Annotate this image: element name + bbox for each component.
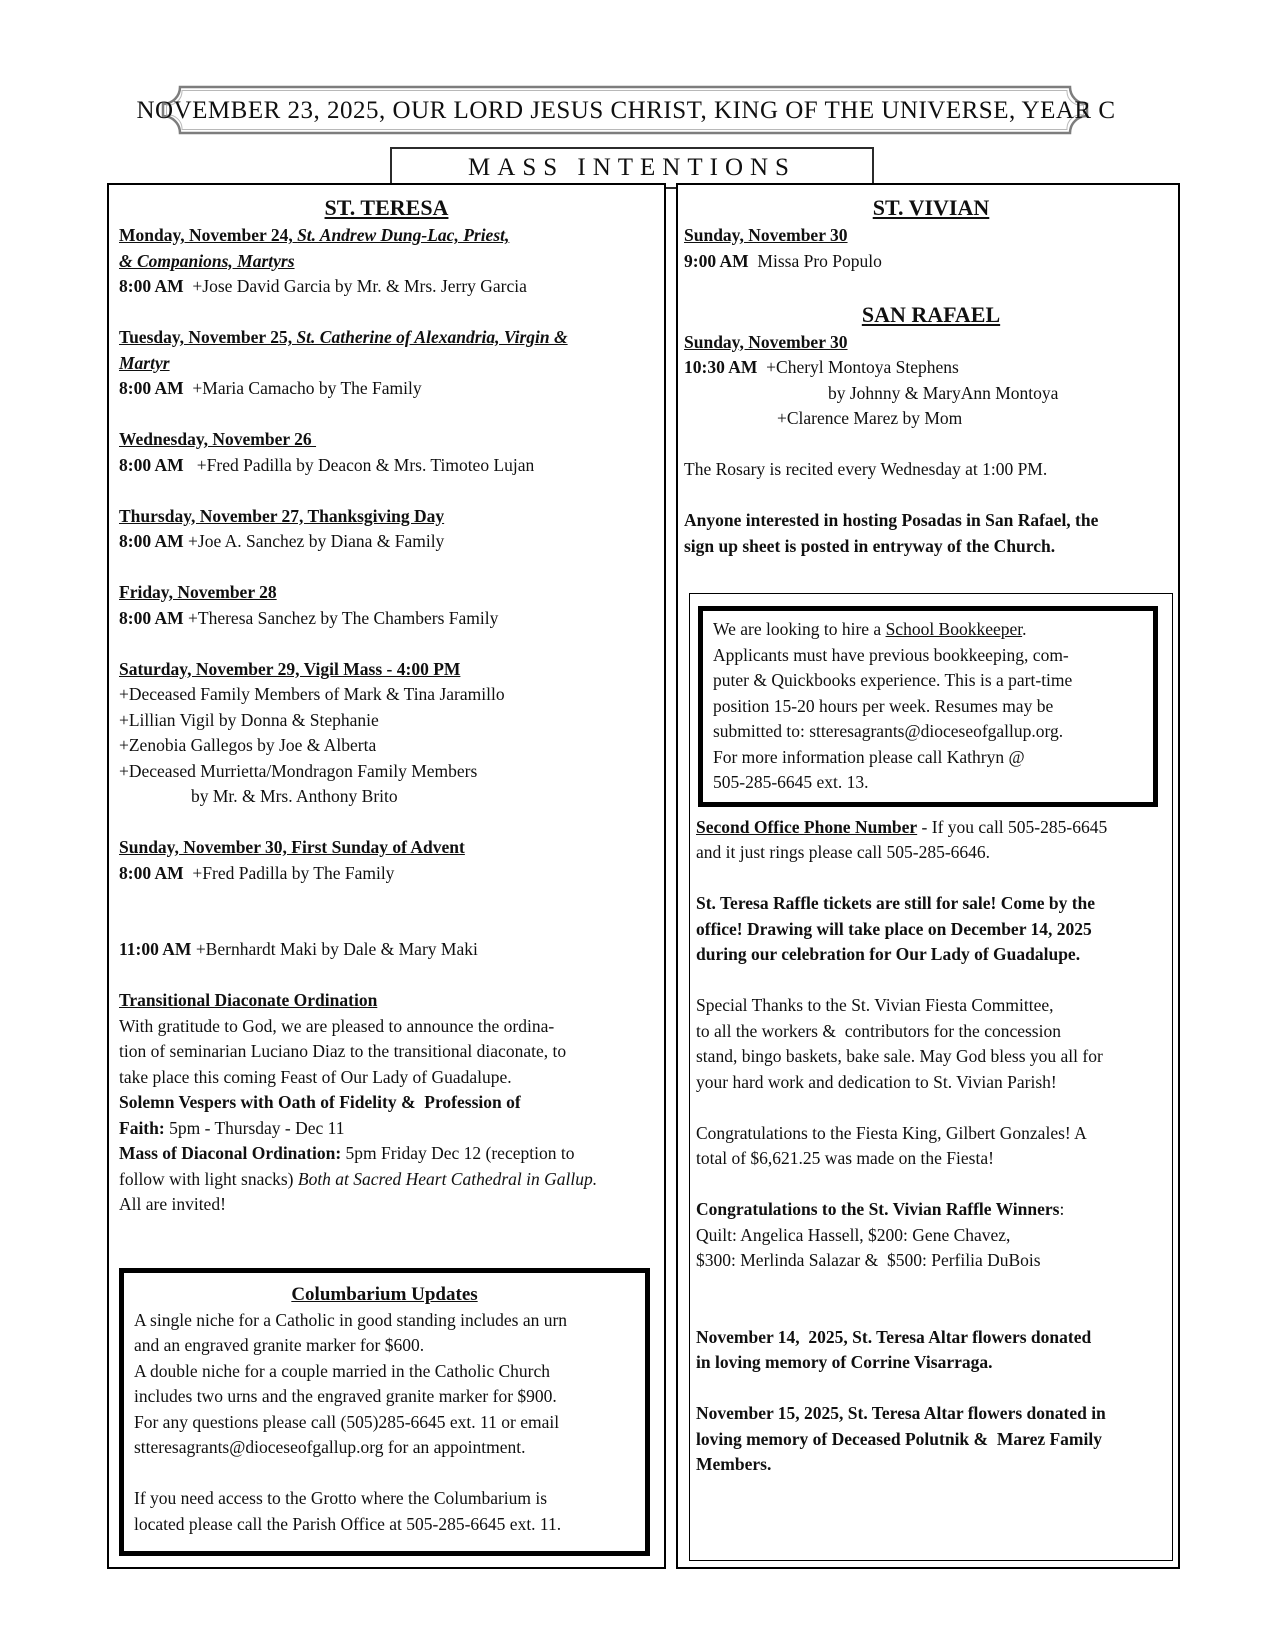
blank-line (696, 1172, 1168, 1198)
blank-line (696, 968, 1168, 994)
st-vivian-san-rafael-column (676, 183, 1180, 1569)
text-line: your hard work and dedication to St. Vivian Parish! (696, 1071, 1057, 1092)
st-teresa-column (107, 183, 666, 1569)
text-line: Sunday, November 30 (684, 331, 848, 352)
text-line: Monday, November 24, St. Andrew Dung-Lac, Priest, (119, 225, 510, 245)
text-line: 9:00 AM Missa Pro Populo (684, 250, 882, 271)
text-line: by Johnny & MaryAnn Montoya (828, 382, 1059, 403)
text-line: All are invited! (119, 1194, 226, 1214)
banner-title: NOVEMBER 23, 2025, OUR LORD JESUS CHRIST, KING OF THE UNIVERSE, YEAR C (136, 97, 1116, 124)
text-line: position 15-20 hours per week. Resumes may be (713, 695, 1054, 716)
text-line: 8:00 AM +Fred Padilla by The Family (119, 862, 395, 883)
text-line: and it just rings please call 505-285-6646. (696, 842, 991, 862)
bookkeeper-box (698, 606, 1158, 807)
blank-line (684, 274, 1178, 300)
text-line: A double niche for a couple married in the Catholic Church (134, 1360, 550, 1381)
text-line: Special Thanks to the St. Vivian Fiesta Committee, (696, 995, 1054, 1015)
text-line: Friday, November 28 (119, 582, 277, 602)
text-line: tion of seminarian Luciano Diaz to the transitional diaconate, to (119, 1041, 567, 1061)
text-line: Martyr (119, 352, 170, 373)
blank-line (684, 432, 1178, 458)
text-line: Thursday, November 27, Thanksgiving Day (119, 505, 445, 526)
text-line: +Lillian Vigil by Donna & Stephanie (119, 709, 379, 730)
text-line: Transitional Diaconate Ordination (119, 990, 378, 1010)
text-line: submitted to: stteresagrants@dioceseofgallup.org. (713, 721, 1064, 741)
text-line: Sunday, November 30 (684, 225, 848, 245)
text-line: includes two urns and the engraved granite marker for $900. (134, 1386, 557, 1406)
blank-line (119, 478, 654, 504)
text-line: Anyone interested in hosting Posadas in San Rafael, the (684, 510, 1099, 530)
text-line: +Deceased Family Members of Mark & Tina Jaramillo (119, 684, 505, 704)
blank-line (119, 300, 654, 326)
text-line: to all the workers & contributors for the concession (696, 1020, 1061, 1041)
blank-line (119, 555, 654, 581)
blank-line (696, 1274, 1168, 1300)
text-line: stteresagrants@dioceseofgallup.org for an appointment. (134, 1437, 526, 1457)
text-line: 10:30 AM +Cheryl Montoya Stephens (684, 357, 959, 377)
text-line: Mass of Diaconal Ordination: 5pm Friday Dec 12 (reception to (119, 1143, 575, 1163)
text-line: and an engraved granite marker for $600. (134, 1335, 425, 1355)
header-banner (136, 84, 1116, 138)
text-line: 8:00 AM +Joe A. Sanchez by Diana & Family (119, 531, 445, 551)
blank-line (119, 963, 654, 989)
columbarium-box (119, 1268, 650, 1557)
text-line: We are looking to hire a School Bookkeeper. (713, 619, 1027, 639)
text-line: total of $6,621.25 was made on the Fiesta! (696, 1148, 994, 1168)
text-line: Members. (696, 1454, 772, 1474)
st-vivian-heading: ST. VIVIAN (872, 195, 990, 220)
st-teresa-heading: ST. TERESA (324, 195, 449, 220)
text-line: A single niche for a Catholic in good standing includes an urn (134, 1309, 568, 1330)
right-inner-box (689, 593, 1173, 1561)
columbarium-heading: Columbarium Updates (291, 1283, 478, 1305)
st-teresa-lines (119, 223, 654, 1218)
blank-line (119, 810, 654, 836)
text-line: loving memory of Deceased Polutnik & Marez Family (696, 1428, 1102, 1449)
blank-line (684, 483, 1178, 509)
blank-line (696, 1299, 1168, 1325)
blank-line (696, 1376, 1168, 1402)
bookkeeper-lines (713, 617, 1143, 796)
text-line: +Zenobia Gallegos by Joe & Alberta (119, 735, 377, 755)
text-line: stand, bingo baskets, bake sale. May God bless you all for (696, 1046, 1103, 1066)
text-line: November 15, 2025, St. Teresa Altar flowers donated in (696, 1403, 1106, 1423)
text-line: during our celebration for Our Lady of Guadalupe. (696, 944, 1081, 964)
columbarium-lines (134, 1308, 635, 1538)
text-line: Second Office Phone Number - If you call 505-285-6645 (696, 816, 1108, 837)
text-line: Congratulations to the St. Vivian Raffle Winners: (696, 1199, 1065, 1219)
text-line: +Clarence Marez by Mom (777, 408, 963, 428)
san-rafael-heading: SAN RAFAEL (861, 301, 1001, 327)
text-line: Congratulations to the Fiesta King, Gilbert Gonzales! A (696, 1122, 1087, 1143)
text-line: Wednesday, November 26 (119, 429, 317, 449)
text-line: office! Drawing will take place on December 14, 2025 (696, 918, 1092, 939)
page-title: MASS INTENTIONS (468, 154, 796, 181)
text-line: Quilt: Angelica Hassell, $200: Gene Chavez, (696, 1224, 1011, 1245)
text-line: For any questions please call (505)285-6645 ext. 11 or email (134, 1411, 560, 1432)
blank-line (119, 402, 654, 428)
text-line: Tuesday, November 25, St. Catherine of Alexandria, Virgin & (119, 327, 568, 347)
text-line: $300: Merlinda Salazar & $500: Perfilia DuBois (696, 1250, 1041, 1270)
text-line: located please call the Parish Office at 505-285-6645 ext. 11. (134, 1513, 562, 1534)
text-line: in loving memory of Corrine Visarraga. (696, 1352, 993, 1372)
blank-line (134, 1461, 635, 1487)
text-line: by Mr. & Mrs. Anthony Brito (191, 786, 398, 806)
text-line: 8:00 AM +Theresa Sanchez by The Chambers Family (119, 607, 499, 628)
text-line: Faith: 5pm - Thursday - Dec 11 (119, 1117, 345, 1138)
text-line: Saturday, November 29, Vigil Mass - 4:00 PM (119, 658, 461, 679)
text-line: For more information please call Kathryn @ (713, 746, 1025, 767)
text-line: sign up sheet is posted in entryway of the Church. (684, 535, 1056, 556)
text-line: 505-285-6645 ext. 13. (713, 772, 869, 792)
text-line: St. Teresa Raffle tickets are still for sale! Come by the (696, 893, 1096, 913)
text-line: Sunday, November 30, First Sunday of Advent (119, 837, 465, 857)
text-line: Solemn Vespers with Oath of Fidelity & Profession of (119, 1092, 521, 1112)
text-line: November 14, 2025, St. Teresa Altar flowers donated (696, 1326, 1092, 1347)
text-line: 8:00 AM +Maria Camacho by The Family (119, 378, 422, 398)
blank-line (696, 866, 1168, 892)
text-line: +Deceased Murrietta/Mondragon Family Members (119, 760, 478, 781)
right-top-lines (684, 193, 1178, 559)
text-line: take place this coming Feast of Our Lady of Guadalupe. (119, 1066, 512, 1087)
text-line: 11:00 AM +Bernhardt Maki by Dale & Mary Maki (119, 939, 478, 959)
text-line: Applicants must have previous bookkeeping, com- (713, 644, 1069, 665)
text-line: 8:00 AM +Fred Padilla by Deacon & Mrs. Timoteo Lujan (119, 454, 535, 475)
right-info-lines (690, 807, 1172, 1478)
text-line: 8:00 AM +Jose David Garcia by Mr. & Mrs. Jerry Garcia (119, 276, 527, 296)
text-line: If you need access to the Grotto where the Columbarium is (134, 1488, 548, 1508)
text-line: & Companions, Martyrs (119, 250, 295, 271)
blank-line (119, 912, 654, 938)
text-line: puter & Quickbooks experience. This is a part-time (713, 670, 1073, 690)
blank-line (119, 631, 654, 657)
text-line: follow with light snacks) Both at Sacred Heart Cathedral in Gallup. (119, 1168, 598, 1189)
blank-line (119, 886, 654, 912)
text-line: With gratitude to God, we are pleased to announce the ordina- (119, 1015, 555, 1036)
text-line: The Rosary is recited every Wednesday at 1:00 PM. (684, 459, 1048, 479)
blank-line (696, 1095, 1168, 1121)
